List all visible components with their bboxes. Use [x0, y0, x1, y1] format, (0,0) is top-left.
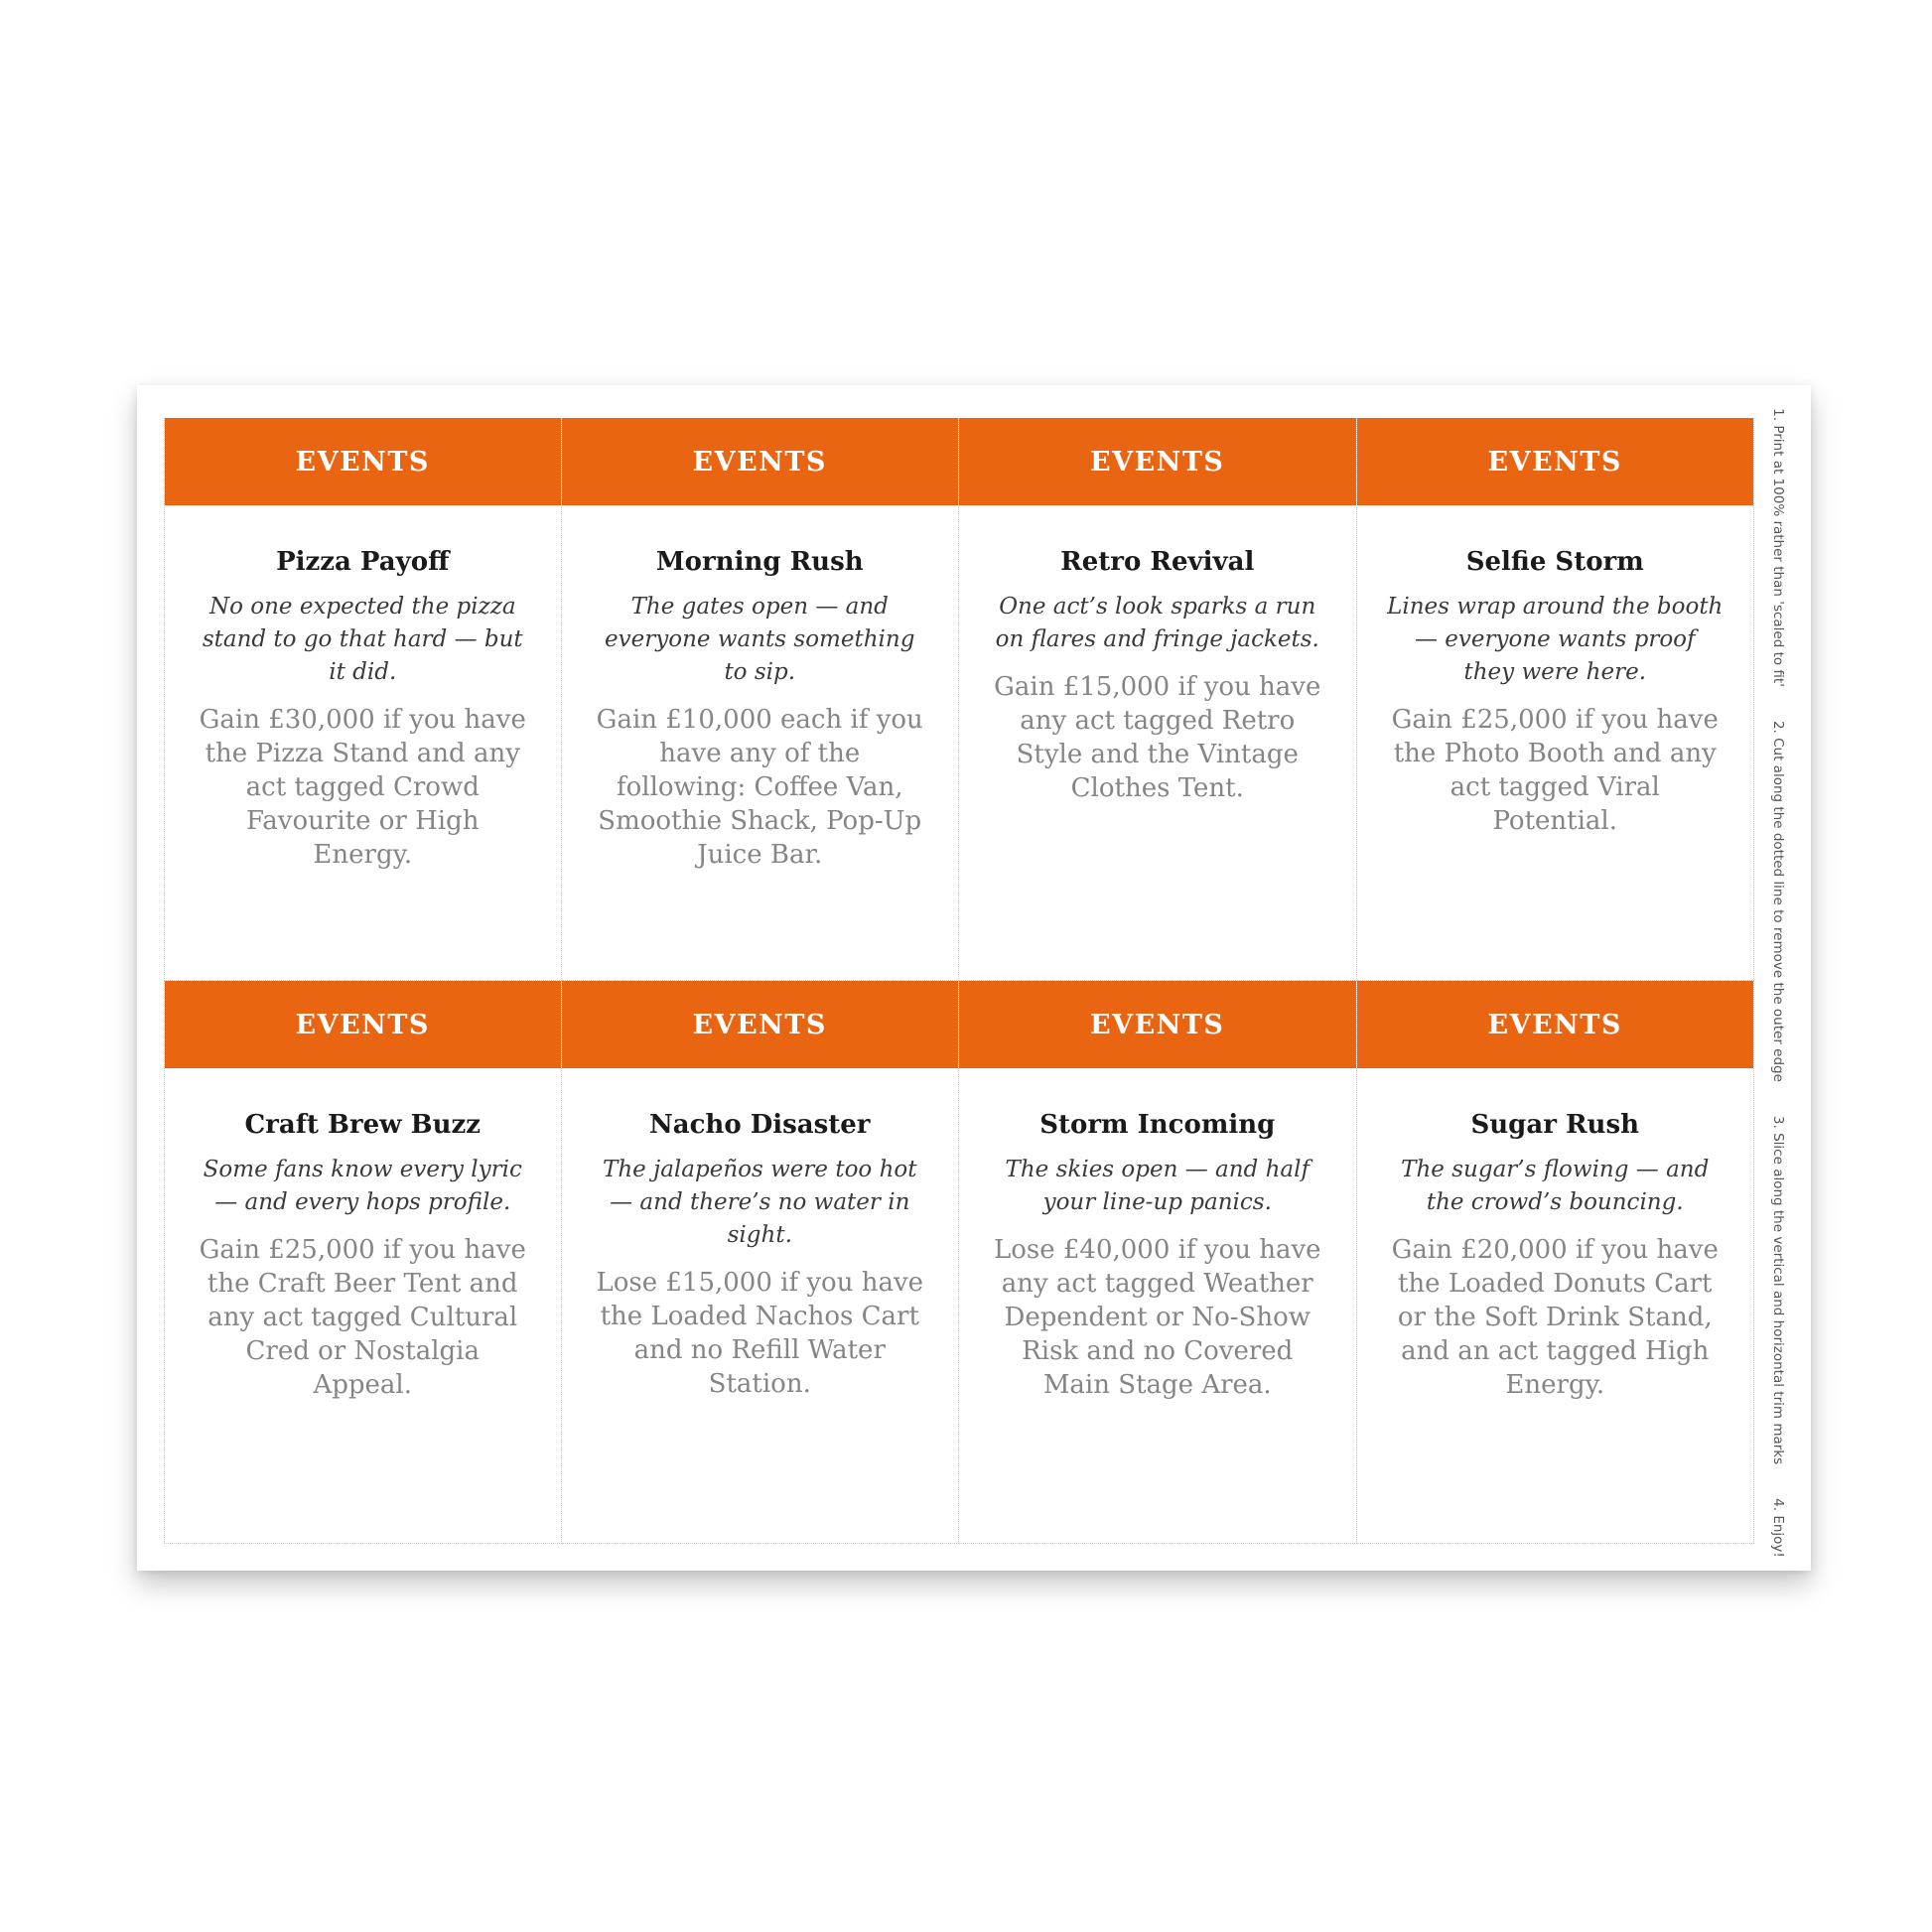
- event-card-pizza-payoff: [164, 418, 562, 981]
- instruction-step-3: 3. Slice along the vertical and horizontal trim marks: [1770, 1115, 1787, 1465]
- event-card-retro-revival: [959, 418, 1357, 981]
- card-effect-text: Gain £15,000 if you have any act tagged Retro Style and the Vintage Clothes Tent.: [994, 672, 1321, 803]
- card-effect-text: Gain £30,000 if you have the Pizza Stand and any act tagged Crowd Favourite or High Energy.: [199, 705, 526, 870]
- card-effect-text: Lose £40,000 if you have any act tagged Weather Dependent or No-Show Risk and no Covered Main Stage Area.: [993, 1235, 1321, 1400]
- card-title: Morning Rush: [655, 547, 864, 577]
- card-header: EVENTS: [562, 981, 959, 1068]
- card-flavor-text: One act’s look sparks a run on flares and fringe jackets.: [995, 594, 1319, 652]
- card-flavor-text: The jalapeños were too hot — and there’s no water in sight.: [603, 1157, 917, 1248]
- card-flavor-text: The gates open — and everyone wants something to sip.: [605, 594, 915, 685]
- printable-card-sheet: [137, 385, 1811, 1571]
- print-instructions: [1763, 408, 1793, 1558]
- instruction-step-4: 4. Enjoy!: [1770, 1498, 1787, 1558]
- event-card-morning-rush: [562, 418, 960, 981]
- card-grid: [164, 418, 1754, 1544]
- event-card-storm-incoming: [959, 981, 1357, 1544]
- card-header: EVENTS: [959, 418, 1356, 505]
- card-flavor-text: Some fans know every lyric — and every hops profile.: [203, 1157, 522, 1215]
- card-title: Craft Brew Buzz: [244, 1110, 482, 1140]
- card-header: EVENTS: [1357, 418, 1754, 505]
- event-card-selfie-storm: [1357, 418, 1755, 981]
- card-effect-text: Gain £25,000 if you have the Photo Booth and any act tagged Viral Potential.: [1391, 705, 1719, 836]
- event-card-nacho-disaster: [562, 981, 960, 1544]
- card-title: Selfie Storm: [1465, 547, 1644, 577]
- card-flavor-text: No one expected the pizza stand to go that hard — but it did.: [202, 594, 523, 685]
- card-effect-text: Gain £25,000 if you have the Craft Beer Tent and any act tagged Cultural Cred or Nostalgia Appeal.: [199, 1235, 526, 1400]
- card-title: Sugar Rush: [1470, 1110, 1639, 1140]
- card-title: Nacho Disaster: [648, 1110, 871, 1140]
- event-card-sugar-rush: [1357, 981, 1755, 1544]
- instruction-step-2: 2. Cut along the dotted line to remove the outer edge: [1770, 720, 1787, 1082]
- card-header: EVENTS: [1357, 981, 1754, 1068]
- card-title: Storm Incoming: [1039, 1110, 1276, 1140]
- card-effect-text: Gain £10,000 each if you have any of the following: Coffee Van, Smoothie Shack, Pop-Up Juice Bar.: [596, 705, 923, 870]
- instruction-step-1: 1. Print at 100% rather than 'scaled to fit': [1770, 408, 1787, 687]
- card-header: EVENTS: [562, 418, 959, 505]
- card-header: EVENTS: [165, 981, 561, 1068]
- card-title: Pizza Payoff: [276, 547, 450, 577]
- card-flavor-text: Lines wrap around the booth — everyone wants proof they were here.: [1387, 594, 1724, 685]
- card-header: EVENTS: [165, 418, 561, 505]
- card-effect-text: Gain £20,000 if you have the Loaded Donuts Cart or the Soft Drink Stand, and an act tagged High Energy.: [1391, 1235, 1719, 1400]
- card-flavor-text: The skies open — and half your line-up panics.: [1005, 1157, 1310, 1215]
- card-effect-text: Lose £15,000 if you have the Loaded Nachos Cart and no Refill Water Station.: [596, 1268, 924, 1399]
- card-flavor-text: The sugar’s flowing — and the crowd’s bouncing.: [1401, 1157, 1710, 1215]
- event-card-craft-brew-buzz: [164, 981, 562, 1544]
- card-title: Retro Revival: [1060, 547, 1255, 577]
- card-header: EVENTS: [959, 981, 1356, 1068]
